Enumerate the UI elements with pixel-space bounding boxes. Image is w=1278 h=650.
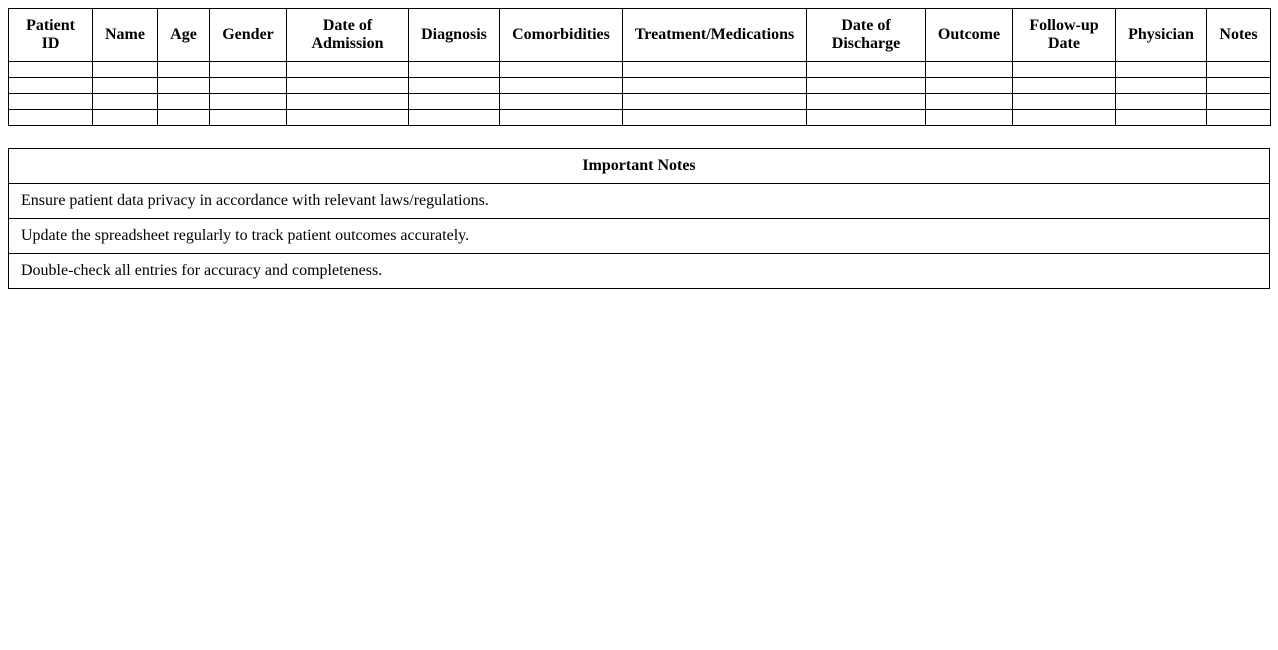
table-cell[interactable] [1116,62,1207,78]
header-age: Age [158,9,210,62]
table-cell[interactable] [409,62,500,78]
table-row [9,78,1271,94]
note-row [9,254,1270,289]
table-cell[interactable] [807,78,926,94]
notes-title: Important Notes [9,149,1270,184]
table-cell[interactable] [287,62,409,78]
table-cell[interactable] [9,78,93,94]
table-cell[interactable] [1116,78,1207,94]
table-cell[interactable] [1207,94,1271,110]
table-body [9,62,1271,126]
table-cell[interactable] [623,62,807,78]
table-cell[interactable] [409,78,500,94]
patient-tracking-table [8,8,1271,126]
note-item: Update the spreadsheet regularly to track patient outcomes accurately. [9,219,1270,254]
table-cell[interactable] [158,78,210,94]
table-cell[interactable] [1207,78,1271,94]
table-cell[interactable] [1116,94,1207,110]
table-cell[interactable] [93,78,158,94]
table-cell[interactable] [500,110,623,126]
table-cell[interactable] [807,94,926,110]
table-header-row [9,9,1271,62]
table-cell[interactable] [1013,110,1116,126]
table-cell[interactable] [210,110,287,126]
table-cell[interactable] [9,110,93,126]
table-cell[interactable] [287,110,409,126]
header-comorbidities: Comorbidities [500,9,623,62]
table-cell[interactable] [1116,110,1207,126]
header-gender: Gender [210,9,287,62]
header-treatment-medications: Treatment/Medications [623,9,807,62]
table-cell[interactable] [926,62,1013,78]
table-cell[interactable] [9,62,93,78]
header-outcome: Outcome [926,9,1013,62]
table-row [9,110,1271,126]
table-cell[interactable] [9,94,93,110]
table-cell[interactable] [409,94,500,110]
table-cell[interactable] [500,62,623,78]
table-cell[interactable] [807,62,926,78]
table-cell[interactable] [1013,78,1116,94]
important-notes-table [8,148,1270,289]
header-date-of-admission: Date of Admission [287,9,409,62]
table-cell[interactable] [158,62,210,78]
table-cell[interactable] [500,78,623,94]
table-cell[interactable] [1207,62,1271,78]
table-cell[interactable] [1013,62,1116,78]
table-cell[interactable] [210,62,287,78]
header-physician: Physician [1116,9,1207,62]
header-follow-up-date: Follow-up Date [1013,9,1116,62]
table-cell[interactable] [287,78,409,94]
table-cell[interactable] [210,78,287,94]
table-cell[interactable] [93,110,158,126]
table-cell[interactable] [93,94,158,110]
table-cell[interactable] [926,94,1013,110]
table-cell[interactable] [1207,110,1271,126]
table-cell[interactable] [409,110,500,126]
table-cell[interactable] [623,94,807,110]
table-cell[interactable] [926,110,1013,126]
table-row [9,94,1271,110]
table-cell[interactable] [500,94,623,110]
table-row [9,62,1271,78]
note-item: Double-check all entries for accuracy and completeness. [9,254,1270,289]
header-patient-id: Patient ID [9,9,93,62]
table-cell[interactable] [623,78,807,94]
header-notes: Notes [1207,9,1271,62]
table-cell[interactable] [1013,94,1116,110]
table-cell[interactable] [210,94,287,110]
header-diagnosis: Diagnosis [409,9,500,62]
header-date-of-discharge: Date of Discharge [807,9,926,62]
table-cell[interactable] [926,78,1013,94]
table-cell[interactable] [158,94,210,110]
table-cell[interactable] [287,94,409,110]
note-row [9,219,1270,254]
note-item: Ensure patient data privacy in accordance with relevant laws/regulations. [9,184,1270,219]
table-cell[interactable] [623,110,807,126]
table-cell[interactable] [93,62,158,78]
table-cell[interactable] [807,110,926,126]
header-name: Name [93,9,158,62]
notes-header-row [9,149,1270,184]
note-row [9,184,1270,219]
table-cell[interactable] [158,110,210,126]
